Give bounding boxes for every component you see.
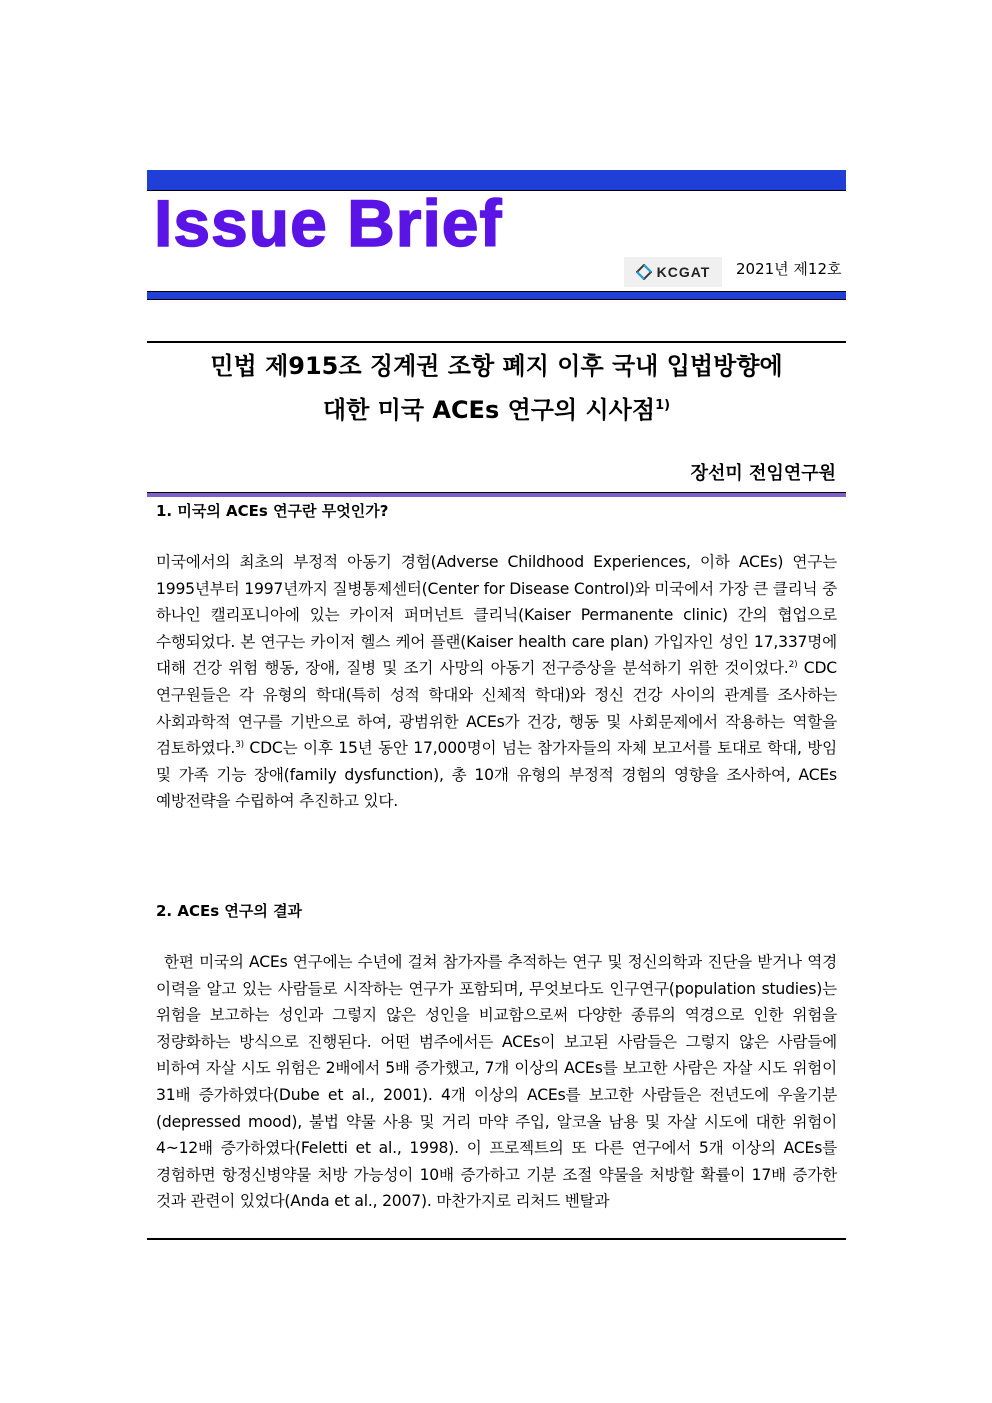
title-footnote-marker: 1) (655, 398, 671, 413)
header-bottom-bar (147, 291, 846, 300)
footnote-2-marker: 2) (788, 660, 798, 671)
title-line-2: 대한 미국 ACEs 연구의 시사점 (322, 396, 656, 424)
page-bottom-divider (147, 1238, 846, 1240)
section-2-paragraph: 한편 미국의 ACEs 연구에는 수년에 걸쳐 참가자를 추적하는 연구 및 정신의학과 진단을 받거나 역경 이력을 알고 있는 사람들로 시작하는 연구가 포함되며, 무엇보다도 인구연구(population studies)는 위험을 보고하는 성인과 그렇지 않은 성인을 비교함으로써 다양한 종류의 역경으로 인한 위험을 정량화하는 방식으로 진행된다. 어떤 범주에서든 ACEs이 보고된 사람들은 그렇지 않은 사람들에 비하여 자살 시도 위험은 2배에서 5배 증가했고, 7개 이상의 ACEs를 보고한 사람은 자살 시도 위험이 31배 증가하였다(Dube et al., 2001). 4개 이상의 ACEs를 보고한 사람들은 전년도에 우울기분(depressed mood), 불법 약물 사용 및 거리 마약 주입, 알코올 남용 및 자살 시도에 대한 위험이 4~12배 증가하였다(Feletti et al., 1998). 이 프로젝트의 또 다른 연구에서 5개 이상의 ACEs를 경험하면 항정신병약물 처방 가능성이 10배 증가하고 기분 조절 약물을 처방할 확률이 17배 증가한 것과 관련이 있었다(Anda et al., 2007). 마찬가지로 리처드 벤탈과 (156, 953, 837, 1211)
kcgat-logo-icon (636, 264, 652, 280)
section-1-paragraph (156, 549, 837, 815)
section-2-heading: 2. ACEs 연구의 결과 (156, 902, 303, 920)
title-line-1: 민법 제915조 징계권 조항 폐지 이후 국내 입법방향에 (210, 352, 783, 380)
kcgat-logo (624, 257, 722, 287)
section-1-text-b: CDC 연구원들은 각 유형의 학대(특히 성적 학대와 신체적 학대)와 정신 건강 사이의 관계를 조사하는 사회과학적 연구를 기반으로 하여, 광범위한 ACEs가 건강, 행동 및 사회문제에서 작용하는 역할을 검토하였다. (156, 659, 837, 758)
logo-text: KCGAT (656, 264, 711, 280)
author-divider (147, 492, 846, 497)
section-1-heading: 1. 미국의 ACEs 연구란 무엇인가? (156, 502, 389, 520)
issue-number: 2021년 제12호 (736, 260, 842, 278)
title-divider (147, 341, 846, 343)
footnote-3-marker: 3) (235, 739, 244, 750)
article-title (147, 346, 846, 430)
section-1-text-a: 미국에서의 최초의 부정적 아동기 경험(Adverse Childhood Experiences, 이하 ACEs) 연구는 1995년부터 1997년까지 질병통제센터(Center for Disease Control)와 미국에서 가장 큰 클리닉 중 하나인 캘리포니아에 있는 카이저 퍼머넌트 클리닉(Kaiser Permanente clinic) 간의 협업으로 수행되었다. 본 연구는 카이저 헬스 케어 플랜(Kaiser health care plan) 가입자인 성인 17,337명에 대해 건강 위험 행동, 장애, 질병 및 조기 사망의 아동기 전구증상을 분석하기 위한 것이었다. (156, 553, 837, 678)
issue-brief-title: Issue Brief (154, 186, 503, 260)
section-1-text-c: CDC는 이후 15년 동안 17,000명이 넘는 참가자들의 자체 보고서를 토대로 학대, 방임 및 가족 기능 장애(family dysfunction), 총 10개 유형의 부정적 경험의 영향을 조사하여, ACEs 예방전략을 수립하여 추진하고 있다. (156, 739, 837, 811)
author-name: 장선미 전임연구원 (690, 463, 836, 484)
